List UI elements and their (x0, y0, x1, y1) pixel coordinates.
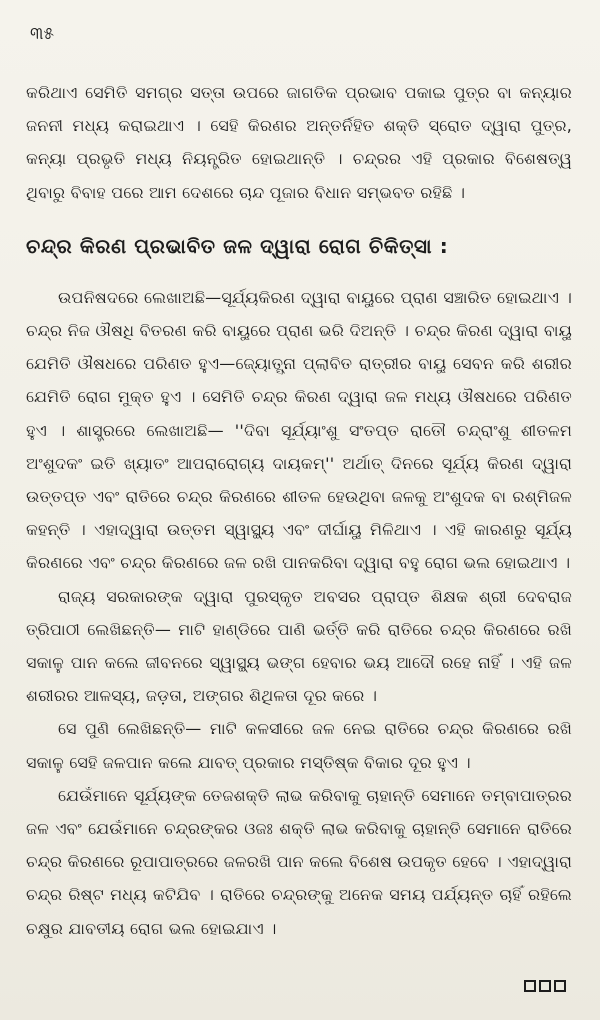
section-heading: ଚନ୍ଦ୍ର କିରଣ ପ୍ରଭାବିତ ଜଳ ଦ୍ୱାରା ରୋଗ ଚିକିତ୍ସା : (26, 233, 449, 258)
ornament-square (524, 980, 536, 992)
ornament-square (539, 980, 551, 992)
three-squares-ornament-icon (524, 980, 566, 992)
paragraph-surya-chandra: ଯେଉଁମାନେ ସୂର୍ଯ୍ୟଙ୍କ ତେଜଶକ୍ତି ଲାଭ କରିବାକୁ ଚାହାନ୍ତି ସେମାନେ ତମ୍ବାପାତ୍ରର ଜଳ ଏବଂ ଯେଉଁମାନେ ଚନ୍ଦ୍ରଙ୍କର ଓଜଃ ଶକ୍ତି ଲାଭ କରିବାକୁ ଚାହାନ୍ତି ସେମାନେ ରାତିରେ ଚନ୍ଦ୍ର କିରଣରେ ରୂପାପାତ୍ରରେ ଜଳରଖି ପାନ କଲେ ବିଶେଷ ଉପକୃତ ହେବେ । ଏହାଦ୍ୱାରା ଚନ୍ଦ୍ର ରିଷ୍ଟ ମଧ୍ୟ କଟିଯିବ । ରାତିରେ ଚନ୍ଦ୍ରଙ୍କୁ ଅନେକ ସମୟ ପର୍ଯ୍ୟନ୍ତ ଚାହିଁ ରହିଲେ ଚକ୍ଷୁର ଯାବତୀୟ ରୋଗ ଭଲ ହୋଇଯାଏ । (26, 785, 572, 938)
paragraph-kalasi: ସେ ପୁଣି ଲେଖିଛନ୍ତି— ମାଟି କଳସୀରେ ଜଳ ନେଇ ରାତିରେ ଚନ୍ଦ୍ର କିରଣରେ ରଖି ସକାଳୁ ସେହି ଜଳପାନ କଲେ ଯାବତ୍ ପ୍ରକାର ମସ୍ତିଷ୍କ ବିକାର ଦୂର ହୁଏ । (26, 719, 572, 772)
page-number: ୩୫ (30, 24, 54, 44)
paragraph-intro: କରିଥାଏ ସେମିତି ସମଗ୍ର ସତ୍ତା ଉପରେ ଜାଗତିକ ପ୍ରଭାବ ପକାଇ ପୁତ୍ର ବା କନ୍ୟାର ଜନନୀ ମଧ୍ୟ କରାଇଥାଏ । ସେହି କିରଣର ଅନ୍ତର୍ନିହିତ ଶକ୍ତି ସ୍ରୋତ ଦ୍ୱାରା ପୁତ୍ର, କନ୍ୟା ପ୍ରଭୃତି ମଧ୍ୟ ନିୟନ୍ତ୍ରିତ ହୋଇଥାନ୍ତି । ଚନ୍ଦ୍ରର ଏହି ପ୍ରକାର ବିଶେଷତ୍ୱ ଥିବାରୁ ବିବାହ ପରେ ଆମ ଦେଶରେ ଚାନ୍ଦ ପୂଜାର ବିଧାନ ସମ୍ଭବତ ରହିଛି । (26, 83, 572, 202)
paragraph-upanishad: ଉପନିଷଦରେ ଲେଖାଅଛି—ସୂର୍ଯ୍ୟକିରଣ ଦ୍ୱାରା ବାୟୁରେ ପ୍ରାଣ ସଞ୍ଚାରିତ ହୋଇଥାଏ । ଚନ୍ଦ୍ର ନିଜ ଔଷଧି ବିତରଣ କରି ବାୟୁରେ ପ୍ରାଣ ଭରି ଦିଅନ୍ତି । ଚନ୍ଦ୍ର କିରଣ ଦ୍ୱାରା ବାୟୁ ଯେମିତି ଔଷଧରେ ପରିଣତ ହୁଏ—ଜ୍ୟୋତ୍ସ୍ନା ପ୍ଲାବିତ ରାତ୍ରୀର ବାୟୁ ସେବନ କରି ଶରୀର ଯେମିତି ରୋଗ ମୁକ୍ତ ହୁଏ । ସେମିତି ଚନ୍ଦ୍ର କିରଣ ଦ୍ୱାରା ଜଳ ମଧ୍ୟ ଔଷଧରେ ପରିଣତ ହୁଏ । ଶାସ୍ତ୍ରରେ ଲେଖାଅଛି— ''ଦିବା ସୂର୍ଯ୍ୟାଂଶୁ ସଂତପ୍ତ ରାତୌ ଚନ୍ଦ୍ରାଂଶୁ ଶୀତଳମ ଅଂଶୁଦକଂ ଇତି ଖ୍ୟାତଂ ଆପରାରୋଗ୍ୟ ଦାୟକମ୍'' ଅର୍ଥାତ୍ ଦିନରେ ସୂର୍ଯ୍ୟ କିରଣ ଦ୍ୱାରା ଉତ୍ତପ୍ତ ଏବଂ ରାତିରେ ଚନ୍ଦ୍ର କିରଣରେ ଶୀତଳ ହେଉଥିବା ଜଳକୁ ଅଂଶୁଦକ ବା ରଶ୍ମିଜଳ କହନ୍ତି । ଏହାଦ୍ୱାରା ଉତ୍ତମ ସ୍ୱାସ୍ଥ୍ୟ ଏବଂ ଦୀର୍ଘାୟୁ ମିଳିଥାଏ । ଏହି କାରଣରୁ ସୂର୍ଯ୍ୟ କିରଣରେ ଏବଂ ଚନ୍ଦ୍ର କିରଣରେ ଜଳ ରଖି ପାନକରିବା ଦ୍ୱାରା ବହୁ ରୋଗ ଭଲ ହୋଇଥାଏ । (26, 287, 572, 573)
ornament-square (554, 980, 566, 992)
paragraph-devaraj: ରାଜ୍ୟ ସରକାରଙ୍କ ଦ୍ୱାରା ପୁରସ୍କୃତ ଅବସର ପ୍ରାପ୍ତ ଶିକ୍ଷକ ଶ୍ରୀ ଦେବରାଜ ତ୍ରିପାଠୀ ଲେଖିଛନ୍ତି— ମାଟି ହାଣ୍ଡିରେ ପାଣି ଭର୍ତ୍ତି କରି ରାତିରେ ଚନ୍ଦ୍ର କିରଣରେ ରଖି ସକାଳୁ ପାନ କଲେ ଜୀବନରେ ସ୍ୱାସ୍ଥ୍ୟ ଭଙ୍ଗ ହେବାର ଭୟ ଆଦୌ ରହେ ନାହିଁ । ଏହି ଜଳ ଶରୀରର ଆଳସ୍ୟ, ଜଡ଼ତା, ଅଙ୍ଗର ଶିଥିଳତା ଦୂର କରେ । (26, 586, 572, 706)
